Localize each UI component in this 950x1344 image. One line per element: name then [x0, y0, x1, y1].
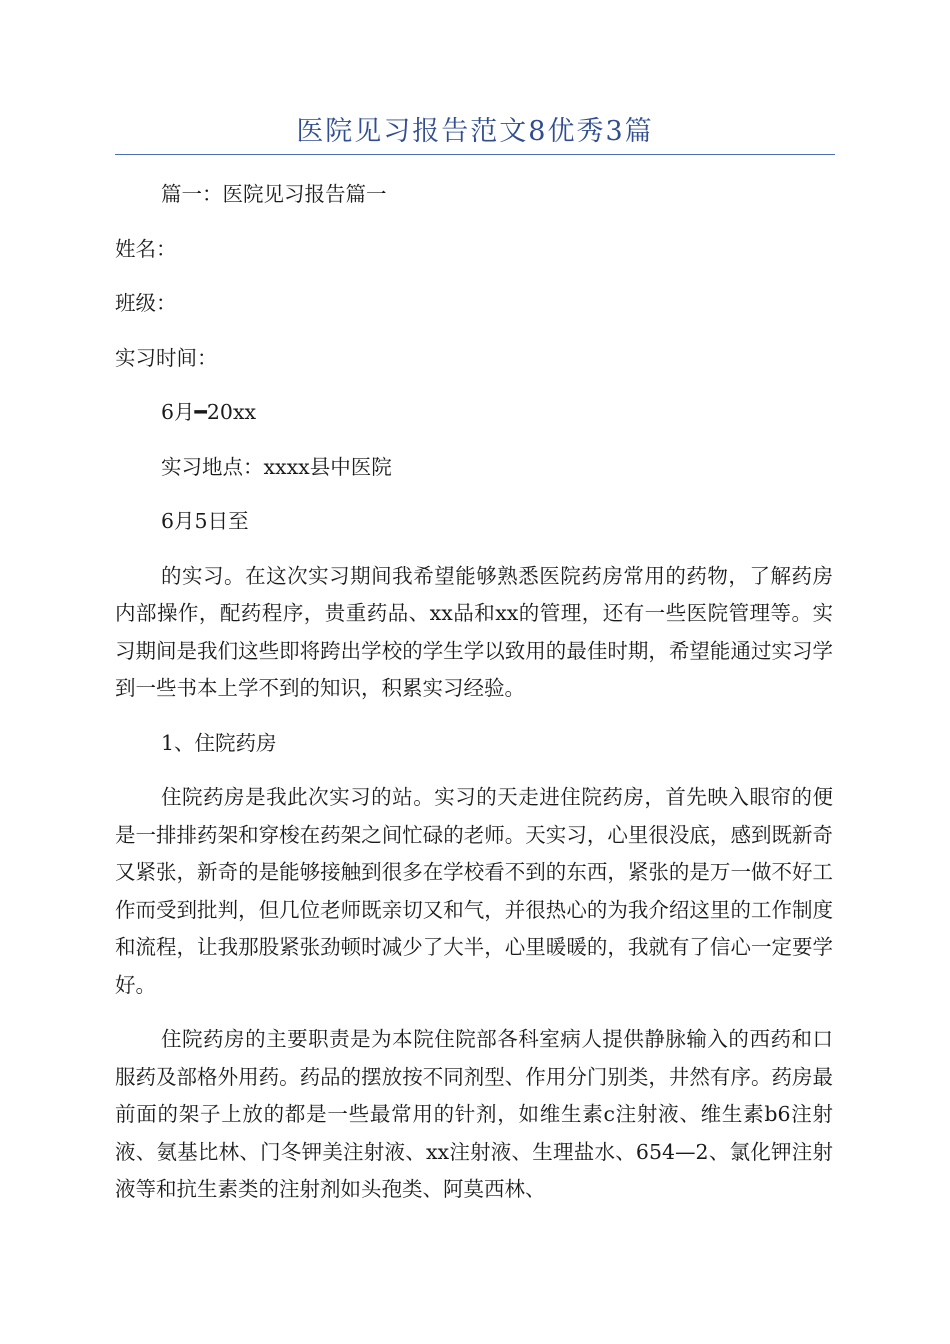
section-heading: 篇一：医院见习报告篇一 [161, 182, 387, 206]
document-title: 医院见习报告范文8优秀3篇 [296, 116, 654, 147]
time-field-label: 实习时间： [115, 345, 218, 370]
subheading-inpatient-pharmacy: 1、住院药房 [161, 730, 277, 755]
body-paragraph-1: 住院药房是我此次实习的站。实习的天走进住院药房，首先映入眼帘的便是一排排药架和穿梭在药架之间忙碌的老师。天实习，心里很没底，感到既新奇又紧张，新奇的是能够接触到很多在学校看不到的东西，紧张的是万一做不好工作而受到批判，但几位老师既亲切又和气，并很热心的为我介绍这里的工作制度和流程，让我那股紧张劲顿时减少了大半，心里暖暖的，我就有了信心一定要学好。 [115, 785, 833, 997]
document-body [115, 176, 833, 1226]
start-date-line: 6月5日至 [161, 509, 249, 533]
name-field-label: 姓名： [115, 236, 177, 261]
title-underline [115, 154, 835, 155]
intro-paragraph: 的实习。在这次实习期间我希望能够熟悉医院药房常用的药物，了解药房内部操作，配药程序，贵重药品、xx品和xx的管理，还有一些医院管理等。实习期间是我们这些即将跨出学校的学生学以致用的最佳时期，希望能通过实习学到一些书本上学不到的知识，积累实习经验。 [115, 563, 833, 700]
class-field-label: 班级： [115, 291, 177, 315]
body-paragraph-2: 住院药房的主要职责是为本院住院部各科室病人提供静脉输入的西药和口服药及部格外用药。药品的摆放按不同剂型、作用分门别类，井然有序。药房最前面的架子上放的都是一些最常用的针剂，如维生素c注射液、维生素b6注射液、氨基比林、门冬钾美注射液、xx注射液、生理盐水、654—2、氯化钾注射液等和抗生素类的注射剂如头孢类、阿莫西林、 [115, 1027, 833, 1201]
date-range-line: 6月━20xx [161, 400, 257, 424]
location-line: 实习地点：xxxx县中医院 [161, 454, 392, 479]
